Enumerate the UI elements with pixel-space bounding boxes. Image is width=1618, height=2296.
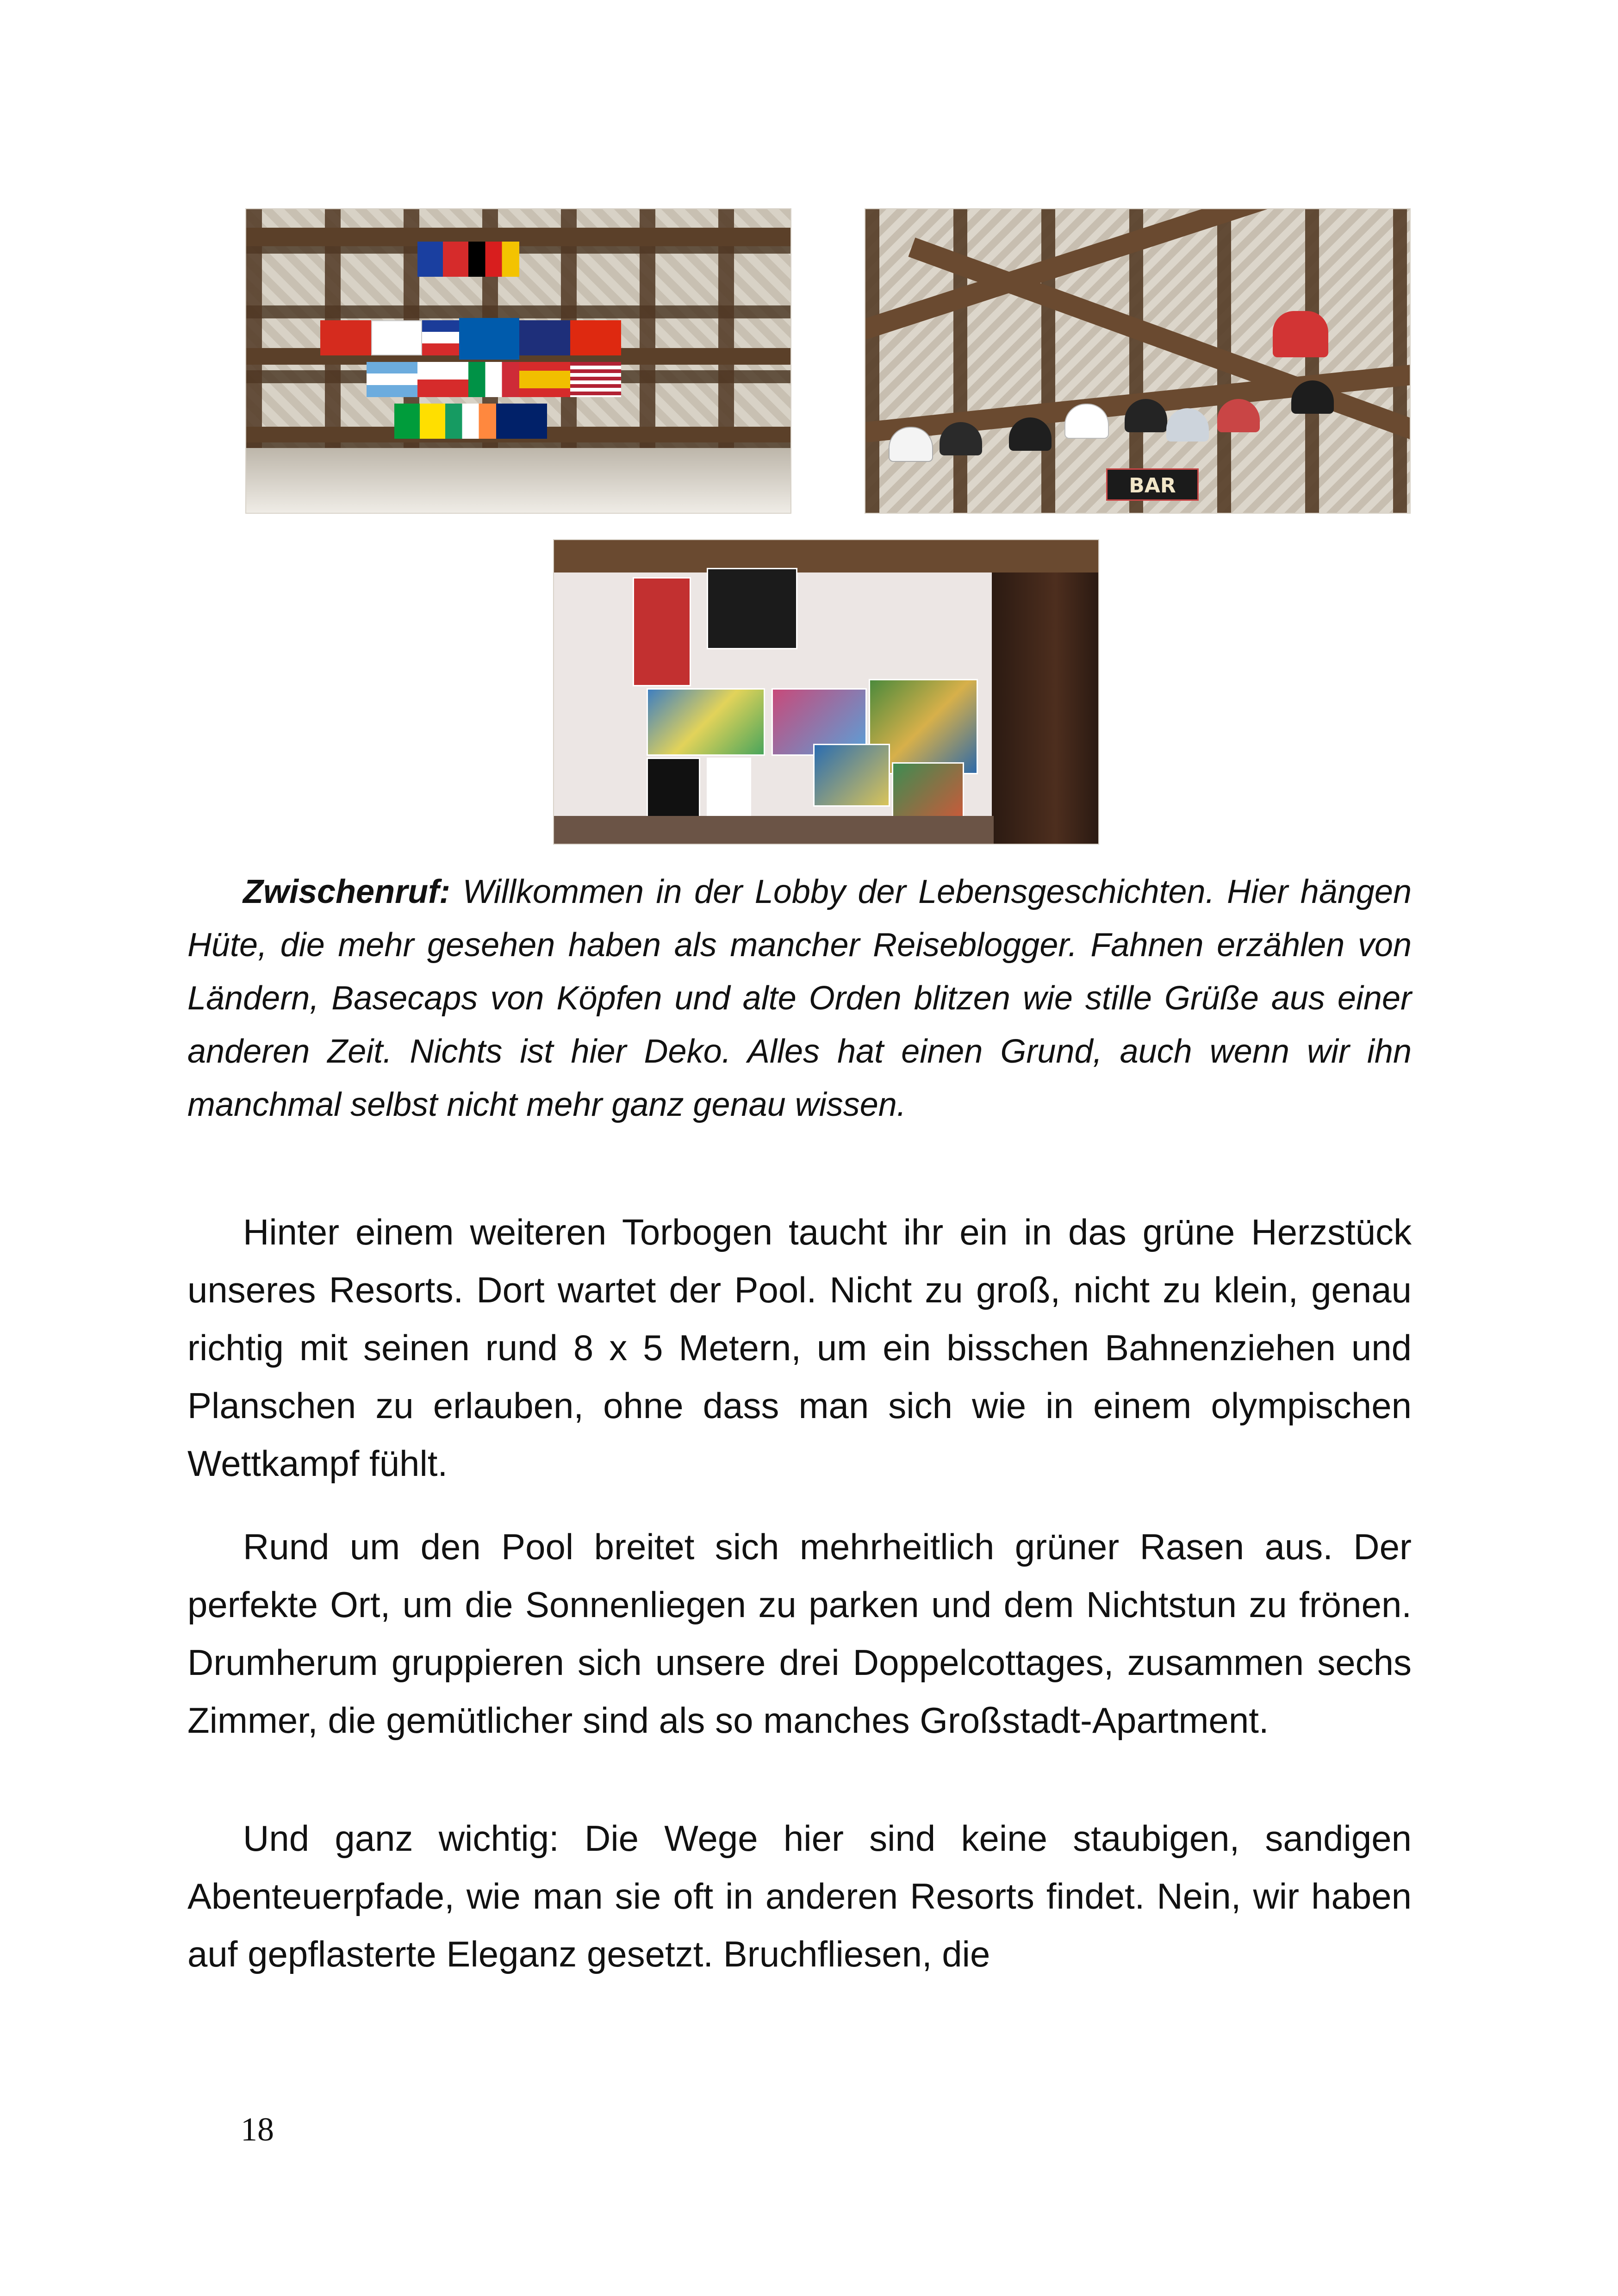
intro-lead: Zwischenruf: [243, 873, 451, 910]
intro-paragraph [187, 865, 1412, 1132]
paragraph-lawn: Rund um den Pool breitet sich mehrheitlich grüner Rasen aus. Der perfekte Ort, um die Sonnenliegen zu parken und dem Nichtstun zu frönen. Drumherum gruppieren sich unsere drei Doppelcottages, zusammen sechs Zimmer, die gemütlicher sind als so manches Großstadt-Apartment. [187, 1526, 1412, 1741]
lobby-wall-photo [553, 539, 1099, 845]
intro-text: Willkommen in der Lobby der Lebensgeschichten. Hier hängen Hüte, die mehr gesehen haben als mancher Reiseblogger. Fahnen erzählen von Ländern, Basecaps von Köpfen und alte Orden blitzen wie stille Grüße aus einer anderen Zeit. Nichts ist hier Deko. Alles hat einen Grund, auch wenn wir ihn manchmal selbst nicht mehr ganz genau wissen. [187, 873, 1412, 1123]
page-number: 18 [241, 2111, 274, 2148]
paragraph-pool: Hinter einem weiteren Torbogen taucht ihr ein in das grüne Herzstück unseres Resorts. Dort wartet der Pool. Nicht zu groß, nicht zu klein, genau richtig mit seinen rund 8 x 5 Metern, um ein bisschen Bahnenziehen und Planschen zu erlauben, ohne dass man sich wie in einem olympischen Wettkampf fühlt. [187, 1212, 1412, 1484]
bar-sign: BAR [1106, 468, 1199, 501]
paragraph-paths: Und ganz wichtig: Die Wege hier sind keine staubigen, sandigen Abenteuerpfade, wie man sie oft in anderen Resorts findet. Nein, wir haben auf gepflasterte Eleganz gesetzt. Bruchfliesen, die [187, 1818, 1412, 1974]
flags-photo [245, 208, 791, 514]
caps-photo [865, 208, 1411, 514]
